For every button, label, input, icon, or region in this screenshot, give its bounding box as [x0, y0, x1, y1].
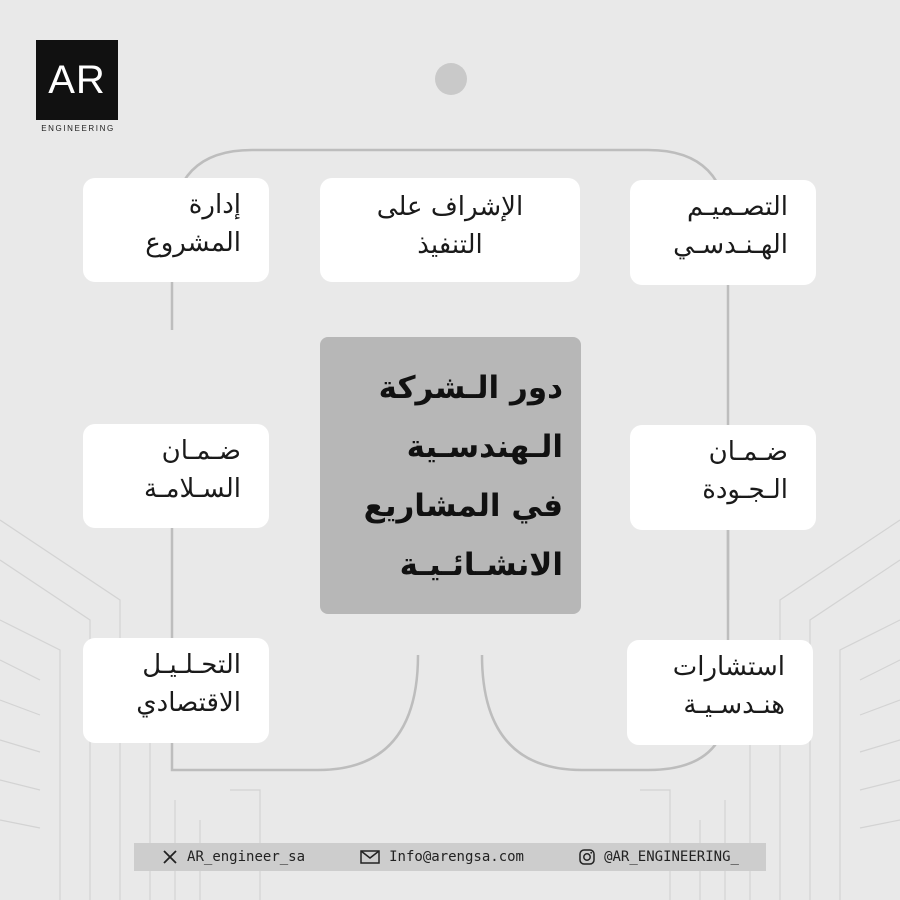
center-title-line: في المشاريع — [363, 488, 563, 524]
card-line: ضـمـان — [161, 436, 241, 466]
email-address[interactable]: Info@arengsa.com — [389, 849, 524, 865]
logo-text: AR — [48, 57, 106, 102]
center-title-line: دور الـشركة — [378, 370, 563, 406]
center-title-line: الانشـائـيـة — [399, 547, 563, 583]
envelope-icon — [359, 848, 381, 866]
card-line: السـلامـة — [144, 474, 241, 504]
center-title-line: الـهندسـية — [406, 429, 563, 465]
footer-contact-bar — [134, 843, 766, 871]
card-quality-assurance — [630, 425, 816, 530]
footer-instagram-item[interactable] — [578, 848, 739, 866]
card-line: إدارة — [188, 190, 241, 220]
footer-x-item[interactable] — [161, 848, 305, 866]
decorative-dot — [435, 63, 467, 95]
card-safety-assurance — [83, 424, 269, 528]
card-economic-analysis — [83, 638, 269, 743]
card-line: هنـدسـيـة — [683, 690, 785, 720]
x-logo-icon — [161, 848, 179, 866]
card-line: استشارات — [672, 652, 785, 682]
instagram-handle[interactable]: @AR_ENGINEERING_ — [604, 849, 739, 865]
card-project-management — [83, 178, 269, 282]
card-line: المشروع — [145, 228, 241, 258]
card-execution-supervision — [320, 178, 580, 282]
card-line: الـجـودة — [702, 475, 788, 505]
card-line: الإشراف على — [376, 192, 524, 222]
brand-logo — [36, 40, 118, 120]
card-line: التحـلـيـل — [142, 650, 241, 680]
logo-subtitle: ENGINEERING — [41, 124, 115, 133]
card-line: ضـمـان — [708, 437, 788, 467]
center-title-box — [320, 337, 581, 614]
x-handle[interactable]: AR_engineer_sa — [187, 849, 306, 865]
card-engineering-design — [630, 180, 816, 285]
card-line: الهـنـدسـي — [673, 230, 788, 260]
card-line: التصـميـم — [687, 192, 788, 222]
card-engineering-consulting — [627, 640, 813, 745]
card-line: الاقتصادي — [136, 688, 241, 718]
card-line: التنفيذ — [417, 230, 483, 260]
footer-email-item[interactable] — [359, 848, 524, 866]
instagram-icon — [578, 848, 596, 866]
